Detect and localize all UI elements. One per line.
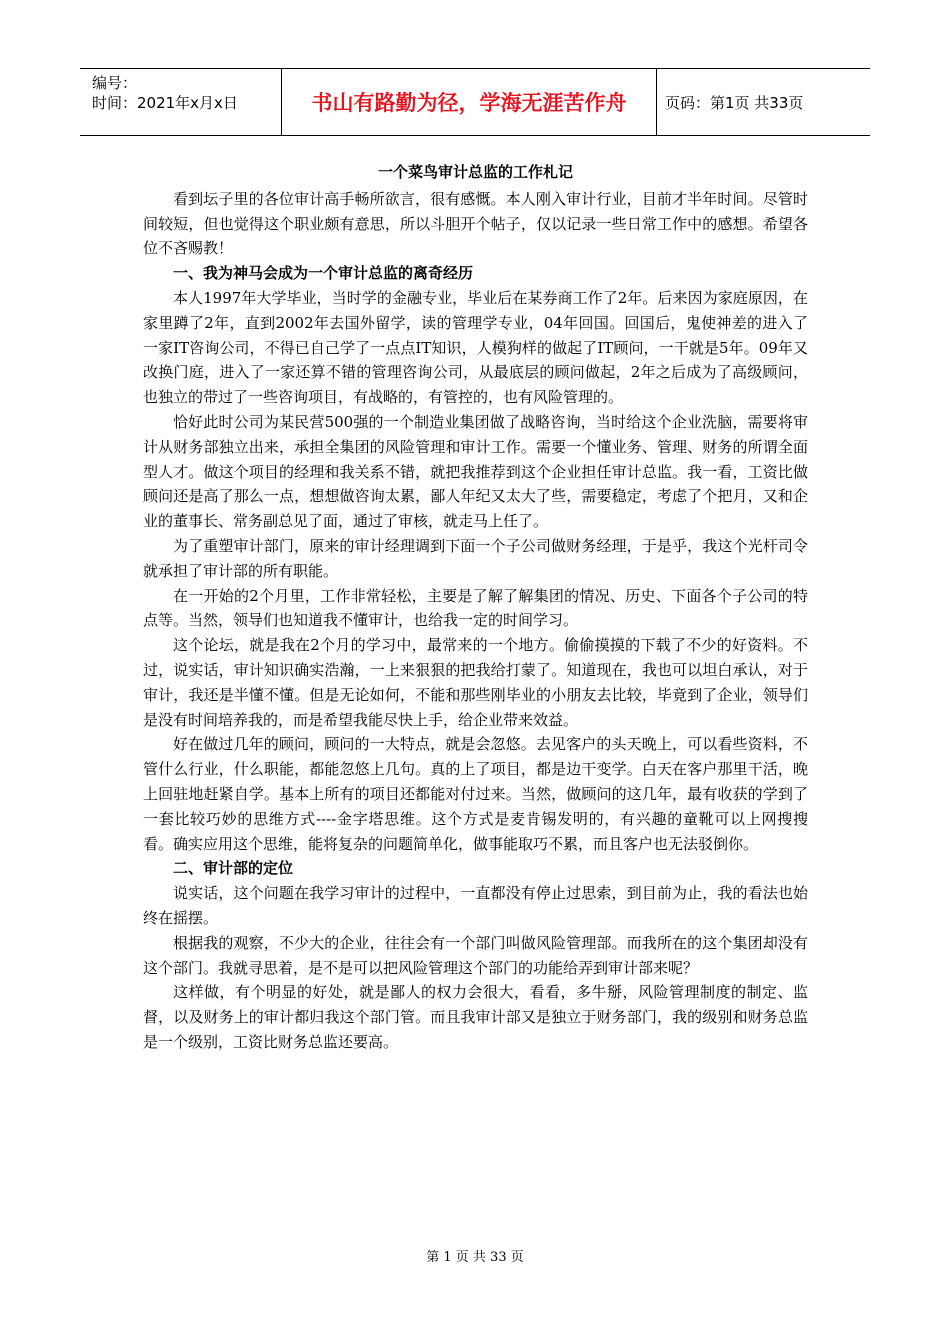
number-label: 编号：: [92, 74, 138, 92]
paragraph: 为了重塑审计部门，原来的审计经理调到下面一个子公司做财务经理，于是乎，我这个光杆司令就承担了审计部的所有职能。: [143, 536, 808, 580]
document-body: [143, 160, 808, 1055]
header-table: [80, 68, 870, 136]
paragraph: 根据我的观察，不少大的企业，往往会有一个部门叫做风险管理部。而我所在的这个集团却没有这个部门。我就寻思着，是不是可以把风险管理这个部门的功能给弄到审计部来呢？: [143, 933, 808, 977]
header-meta: [80, 69, 282, 135]
paragraph: 这个论坛，就是我在2个月的学习中，最常来的一个地方。偷偷摸摸的下载了不少的好资料。不过，说实话，审计知识确实浩瀚，一上来狠狠的把我给打蒙了。知道现在，我也可以坦白承认，对于审计，我还是半懂不懂。但是无论如何，不能和那些刚毕业的小朋友去比较，毕竟到了企业，领导们是没有时间培养我的，而是希望我能尽快上手，给企业带来效益。: [143, 636, 808, 729]
header-motto: 书山有路勤为径，学海无涯苦作舟: [282, 69, 657, 135]
document-blocks: [143, 187, 808, 1055]
paragraph: 说实话，这个问题在我学习审计的过程中，一直都没有停止过思索，到目前为止，我的看法也始终在摇摆。: [143, 884, 808, 927]
paragraph: 看到坛子里的各位审计高手畅所欲言，很有感慨。本人刚入审计行业，目前才半年时间。尽管时间较短，但也觉得这个职业颇有意思，所以斗胆开个帖子，仅以记录一些日常工作中的感想。希望各位不吝赐教！: [143, 189, 808, 258]
paragraph: 本人1997年大学毕业，当时学的金融专业，毕业后在某券商工作了2年。后来因为家庭原因，在家里蹲了2年，直到2002年去国外留学，读的管理学专业，04年回国。回国后，鬼使神差的进入了一家IT咨询公司，不得已自己学了一点点IT知识，人模狗样的做起了IT顾问，一干就是5年。09年又改换门庭，进入了一家还算不错的管理咨询公司，从最底层的顾问做起，2年之后成为了高级顾问，也独立的带过了一些咨询项目，有战略的，有管控的，也有风险管理的。: [143, 288, 808, 407]
header-page-code: 页码：第1页 共33页: [665, 93, 804, 112]
paragraph: 恰好此时公司为某民营500强的一个制造业集团做了战略咨询，当时给这个企业洗脑，需要将审计从财务部独立出来，承担全集团的风险管理和审计工作。需要一个懂业务、管理、财务的所谓全面型人才。做这个项目的经理和我关系不错，就把我推荐到这个企业担任审计总监。我一看，工资比做顾问还是高了那么一点，想想做咨询太累，鄙人年纪又太大了些，需要稳定，考虑了个把月，又和企业的董事长、常务副总见了面，通过了审核，就走马上任了。: [143, 412, 808, 531]
paragraph: 在一开始的2个月里，工作非常轻松，主要是了解了解集团的情况、历史、下面各个子公司的特点等。当然，领导们也知道我不懂审计，也给我一定的时间学习。: [143, 586, 808, 630]
section-heading: 二、审计部的定位: [173, 859, 294, 878]
time-label: 时间：2021年x月x日: [92, 94, 238, 112]
document-title: 一个菜鸟审计总监的工作札记: [377, 163, 573, 181]
paragraph: 这样做，有个明显的好处，就是鄙人的权力会很大，看看，多牛掰，风险管理制度的制定、监督，以及财务上的审计都归我这个部门管。而且我审计部又是独立于财务部门，我的级别和财务总监是一个级别，工资比财务总监还要高。: [143, 983, 808, 1051]
paragraph: 好在做过几年的顾问，顾问的一大特点，就是会忽悠。去见客户的头天晚上，可以看些资料，不管什么行业，什么职能，都能忽悠上几句。真的上了项目，都是边干变学。白天在客户那里干活，晚上回驻地赶紧自学。基本上所有的项目还都能对付过来。当然，做顾问的这几年，最有收获的学到了一套比较巧妙的思维方式----金字塔思维。这个方式是麦肯锡发明的，有兴趣的童靴可以上网搜搜看。确实应用这个思维，能将复杂的问题简单化，做事能取巧不累，而且客户也无法驳倒你。: [143, 735, 808, 853]
page-footer: 第 1 页 共 33 页: [426, 1250, 524, 1265]
section-heading: 一、我为神马会成为一个审计总监的离奇经历: [173, 264, 474, 283]
